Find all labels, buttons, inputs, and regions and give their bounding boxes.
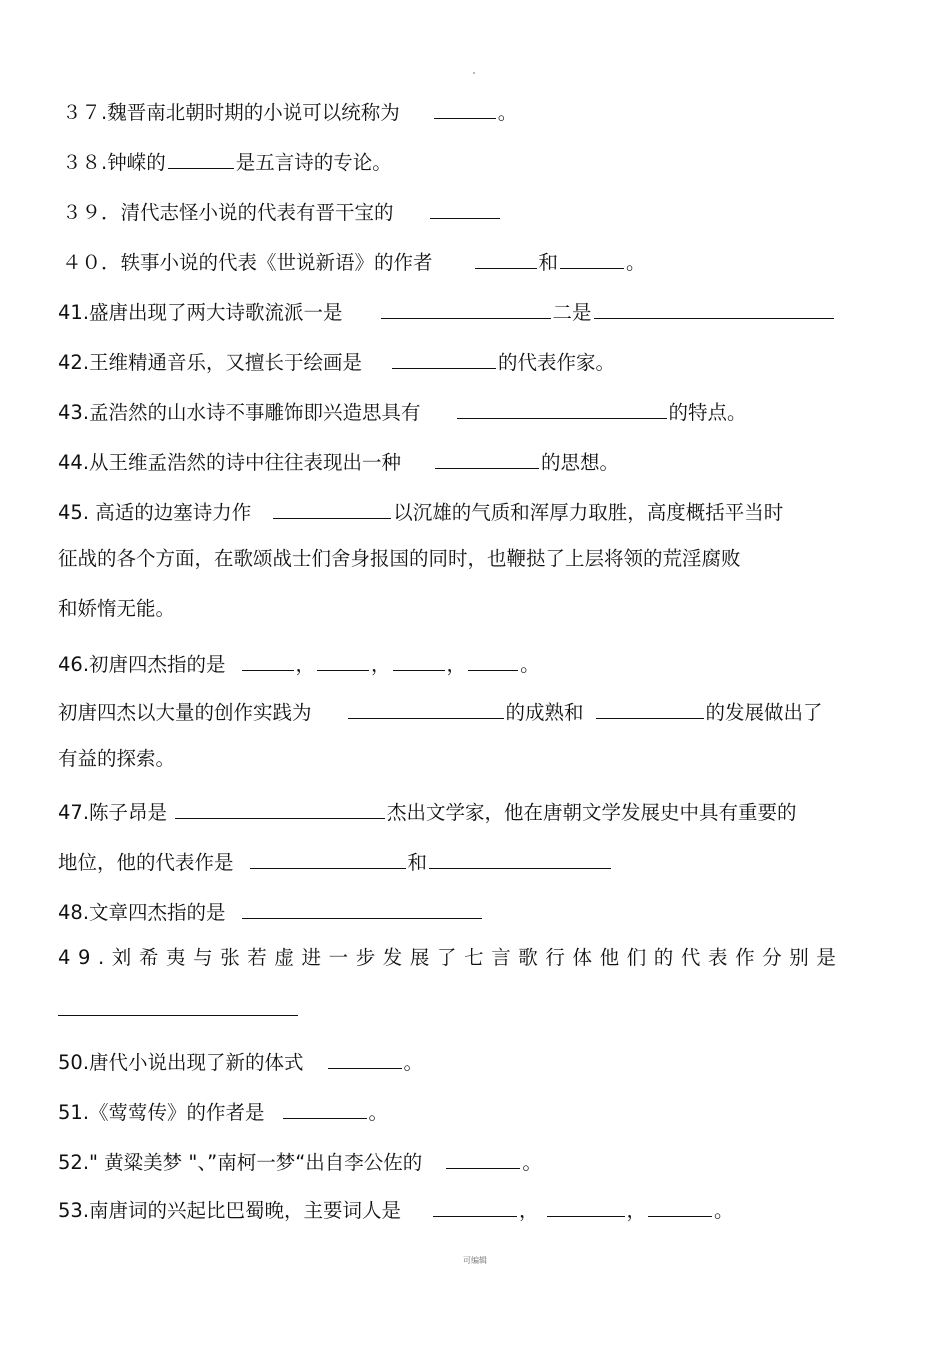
answer-blank[interactable] [175, 797, 385, 819]
question-53: 53.南唐词的兴起比巴蜀晚，主要词人是 ， ， 。 [58, 1195, 734, 1223]
answer-blank[interactable] [168, 147, 234, 169]
answer-blank[interactable] [392, 347, 496, 369]
answer-blank[interactable] [648, 1195, 712, 1217]
question-39: ３９．清代志怪小说的代表有晋干宝的 [62, 197, 502, 225]
question-46-line-3: 有益的探索。 [58, 747, 176, 770]
page-marker [473, 72, 475, 74]
answer-blank[interactable] [594, 297, 834, 319]
question-40: ４０．轶事小说的代表《世说新语》的作者 和 。 [62, 247, 646, 275]
answer-blank[interactable] [283, 1097, 367, 1119]
question-44: 44.从王维孟浩然的诗中往往表现出一种 的思想。 [58, 447, 619, 475]
question-45-line-2: 征战的各个方面，在歌颂战士们舍身报国的同时，也鞭挞了上层将领的荒淫腐败 [58, 547, 741, 570]
question-45: 45. 高适的边塞诗力作 以沉雄的气质和浑厚力取胜，高度概括平当时 [58, 497, 783, 525]
question-51: 51.《莺莺传》的作者是 。 [58, 1097, 388, 1125]
question-37: ３７.魏晋南北朝时期的小说可以统称为 。 [62, 97, 517, 125]
answer-blank[interactable] [560, 247, 624, 269]
question-46: 46.初唐四杰指的是 ， ， ， 。 [58, 649, 540, 677]
answer-blank[interactable] [250, 847, 406, 869]
answer-blank[interactable] [435, 447, 539, 469]
question-47-line-2: 地位，他的代表作是 和 [58, 847, 613, 875]
answer-blank[interactable] [433, 1195, 517, 1217]
answer-blank[interactable] [242, 897, 482, 919]
answer-blank[interactable] [393, 649, 445, 671]
question-47: 47.陈子昂是 杰出文学家，他在唐朝文学发展史中具有重要的 [58, 797, 797, 825]
question-49: 49.刘希夷与张若虚进一步发展了七言歌行体他们的代表作分别是 [58, 946, 844, 969]
question-43: 43.孟浩然的山水诗不事雕饰即兴造思具有 的特点。 [58, 397, 747, 425]
answer-blank[interactable] [273, 497, 391, 519]
answer-blank[interactable] [429, 847, 611, 869]
answer-blank[interactable] [58, 994, 298, 1016]
question-46-line-2: 初唐四杰以大量的创作实践为 的成熟和 的发展做出了 [58, 697, 823, 725]
answer-blank[interactable] [468, 649, 518, 671]
question-38: ３８.钟嵘的 是五言诗的专论。 [62, 147, 392, 175]
answer-blank[interactable] [434, 97, 496, 119]
answer-blank[interactable] [328, 1047, 402, 1069]
answer-blank[interactable] [596, 697, 704, 719]
answer-blank[interactable] [446, 1147, 520, 1169]
question-45-line-3: 和娇惰无能。 [58, 597, 176, 620]
answer-blank[interactable] [381, 297, 551, 319]
answer-blank[interactable] [475, 247, 537, 269]
question-41: 41.盛唐出现了两大诗歌流派一是 二是 [58, 297, 836, 325]
answer-blank[interactable] [430, 197, 500, 219]
question-50: 50.唐代小说出现了新的体式 。 [58, 1047, 423, 1075]
answer-blank[interactable] [317, 649, 369, 671]
question-42: 42.王维精通音乐，又擅长于绘画是 的代表作家。 [58, 347, 615, 375]
answer-blank[interactable] [348, 697, 504, 719]
page-footer: 可编辑 [463, 1256, 487, 1265]
answer-blank[interactable] [547, 1195, 625, 1217]
answer-blank[interactable] [457, 397, 667, 419]
question-52: 52." 黄粱美梦 "、”南柯一梦“出自李公佐的 。 [58, 1147, 542, 1175]
question-48: 48.文章四杰指的是 [58, 897, 484, 925]
answer-blank[interactable] [242, 649, 294, 671]
question-49-line-2 [58, 994, 300, 1022]
